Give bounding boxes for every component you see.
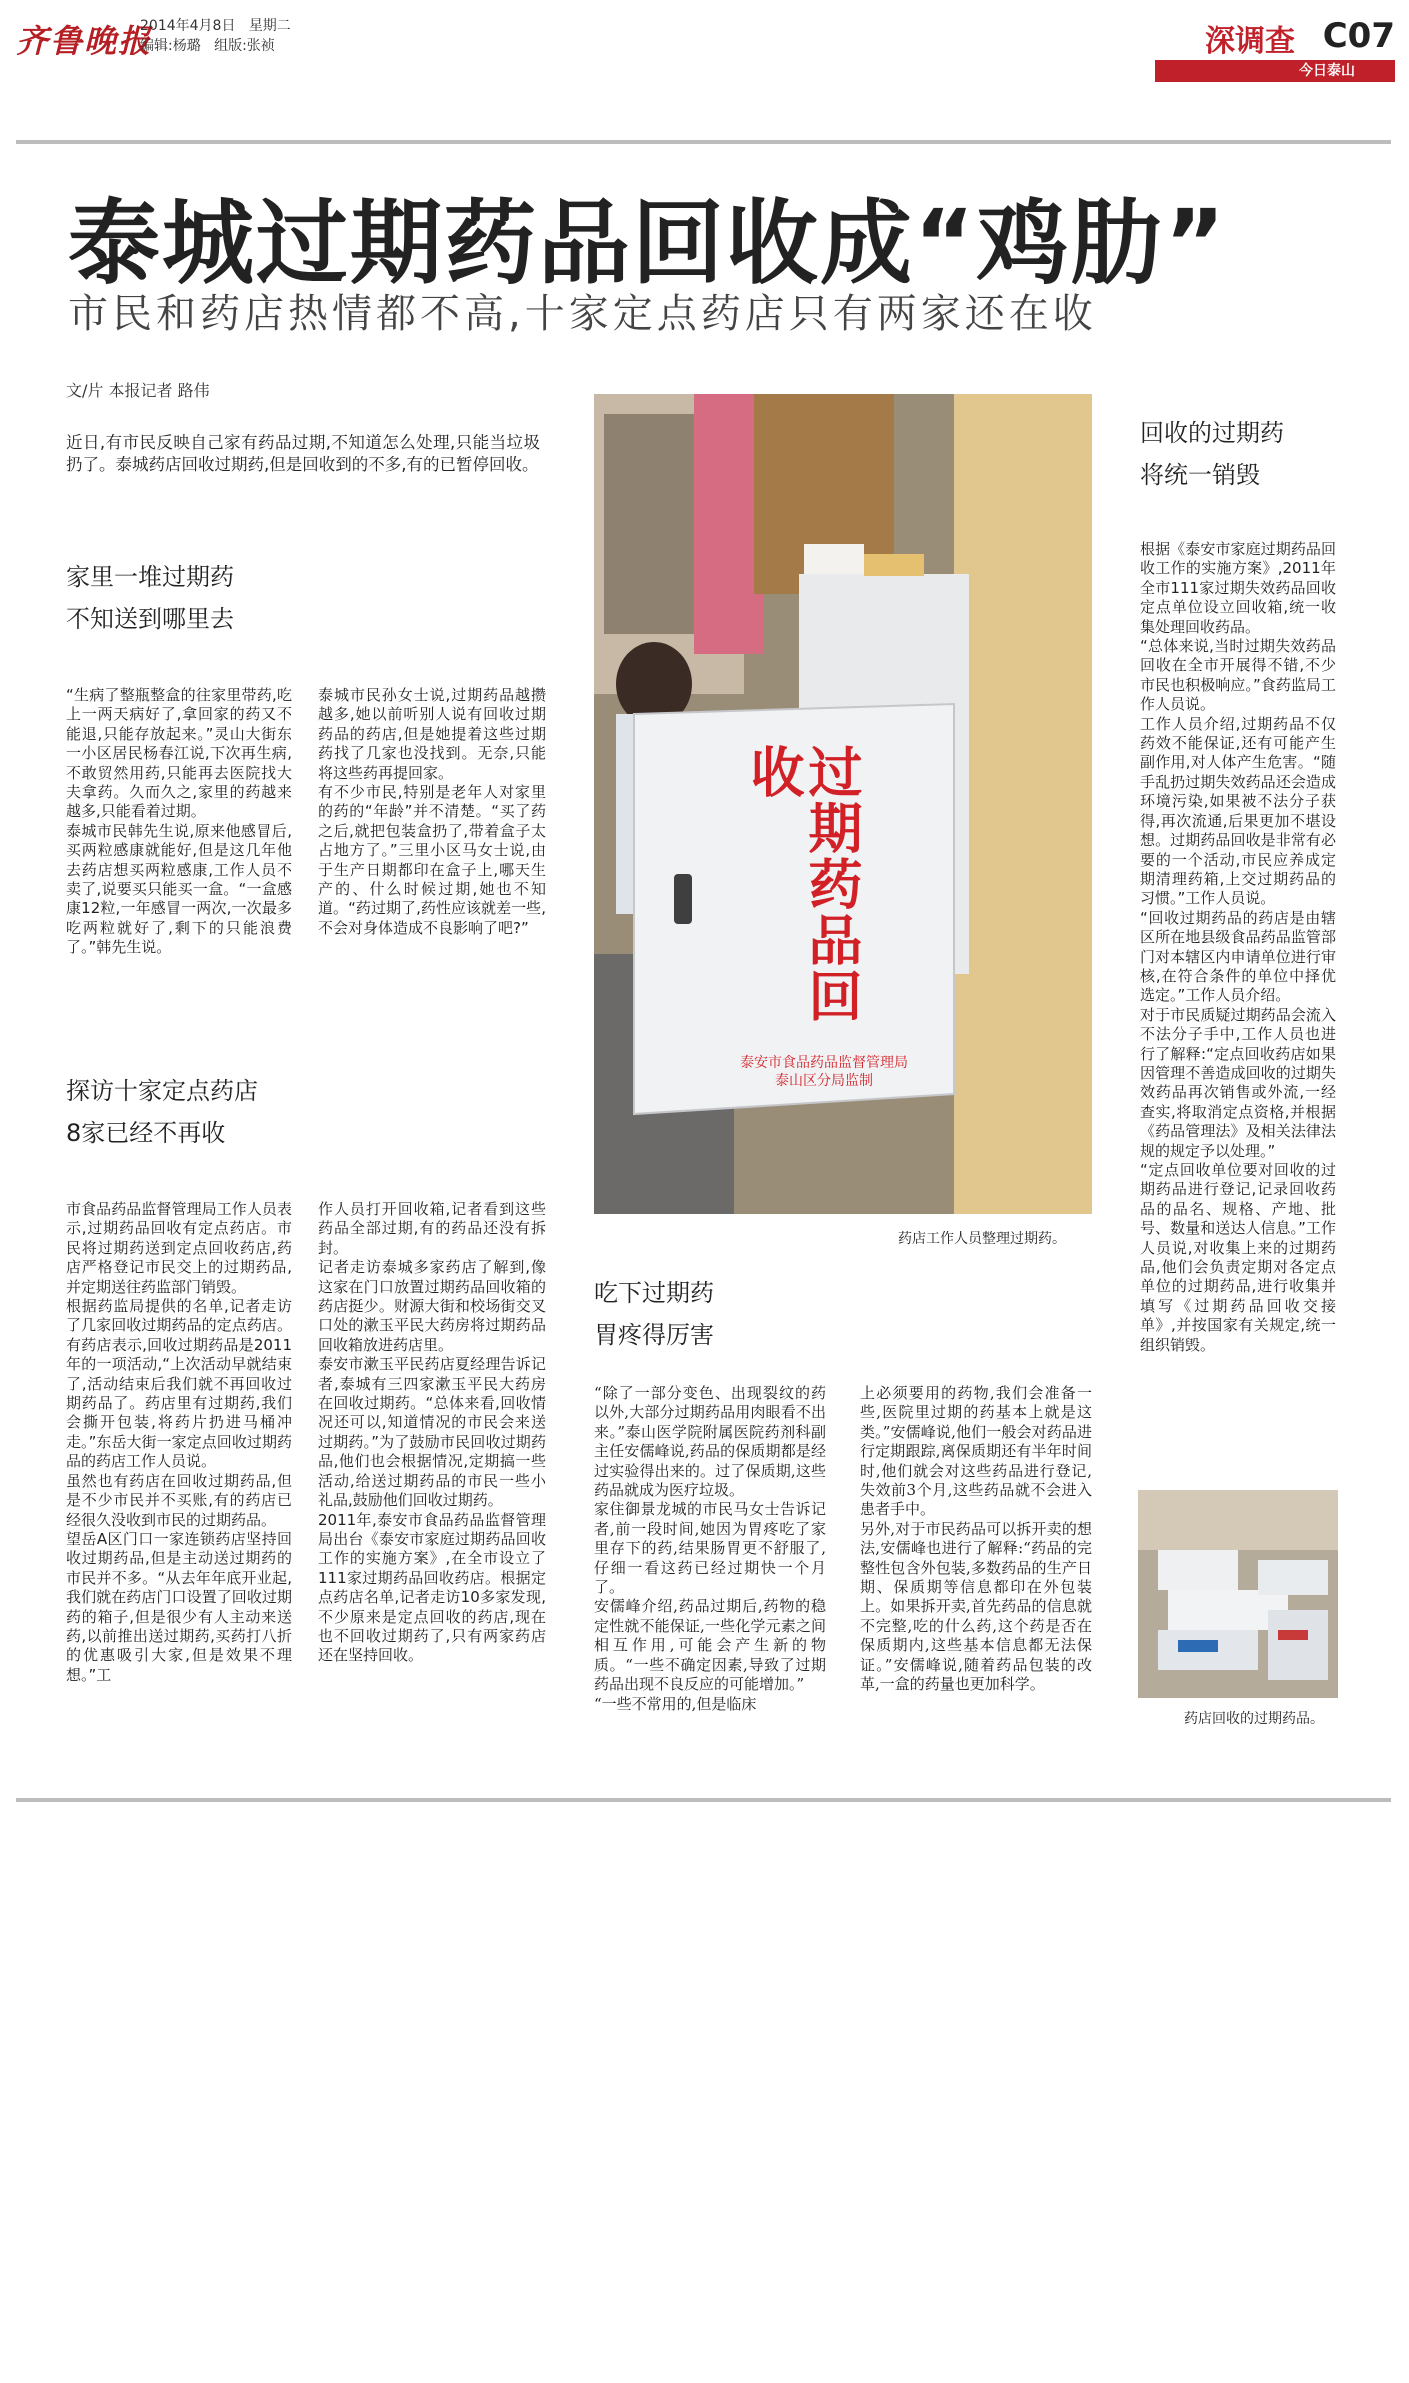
issue-weekday: 星期二 <box>248 18 291 34</box>
subhead-expired-drugs: 家里一堆过期药 不知送到哪里去 <box>66 563 234 633</box>
editor-credit: 编辑:杨璐 <box>140 38 201 54</box>
column-1b: 市食品药品监督管理局工作人员表示,过期药品回收有定点药店。市民将过期药送到定点回收药店,药店严格登记市民交上的过期药品,并定期送往药监部门销毁。 根据药监局提供的名单,记者走访了几家回收过期药品的定点药店。有药店表示,回收过期药品是2011年的一项活动,“上次活动早就结束了,活动结束后我们就不再回收过期药品了。药店里有过期药,我们会撕开包装,将药片扔进马桶冲走。”东岳大街一家定点回收过期药品的药店工作人员说。 虽然也有药店在回收过期药品,但是不少市民并不买账,有的药店已经很久没收到市民的过期药品。 望岳A区门口一家连锁药店坚持回收过期药品,但是主动送过期药的市民并不多。“从去年年底开业起,我们就在药店门口设置了回收过期药的箱子,但是很少有人主动来送药,以前推出送过期药,买药打八折的优惠吸引大家,但是效果不理想。”工 <box>66 1200 292 1684</box>
column-2b: 作人员打开回收箱,记者看到这些药品全部过期,有的药品还没有拆封。 记者走访泰城多家药店了解到,像这家在门口放置过期药品回收箱的药店挺少。财源大街和校场街交叉口处的漱玉平民大药房将过期药品回收箱放进药店里。 泰安市漱玉平民药店夏经理告诉记者,泰城有三四家漱玉平民大药房在回收过期药。“总体来看,回收情况还可以,知道情况的市民会来送过期药。”为了鼓励市民回收过期药品,他们也会根据情况,定期搞一些活动,给送过期药品的市民一些小礼品,鼓励他们回收过期药。 2011年,泰安市食品药品监督管理局出台《泰安市家庭过期药品回收工作的实施方案》,在全市设立了111家过期药品回收药店。根据定点药店名单,记者走访10多家发现,不少原来是定点回收的药店,现在也不回收过期药了,只有两家药店还在坚持回收。 <box>318 1200 546 1665</box>
layout-credit: 组版:张祯 <box>214 38 275 54</box>
subheadline: 市民和药店热情都不高,十家定点药店只有两家还在收 <box>68 291 1097 337</box>
column-2a: 泰城市民孙女士说,过期药品越攒越多,她以前听别人说有回收过期药品的药店,但是她提着这些过期药找了几家也没找到。无奈,只能将这些药再提回家。 有不少市民,特别是老年人对家里的药的“年龄”并不清楚。“买了药之后,就把包装盒扔了,带着盒子太占地方了。”三里小区马女士说,由于生产日期都印在盒子上,哪天生产的、什么时候过期,她也不知道。“药过期了,药性应该就差一些,不会对身体造成不良影响了吧?” <box>318 686 546 937</box>
subhead-destroy: 回收的过期药 将统一销毁 <box>1140 419 1284 489</box>
collection-box-agency-name: 泰安市食品药品监督管理局 <box>740 1055 908 1071</box>
issue-date: 2014年4月8日 <box>140 18 236 34</box>
photo2-caption: 药店回收的过期药品。 <box>1184 1711 1324 1727</box>
collection-box-branch: 泰山区分局监制 <box>775 1073 873 1089</box>
section-subtitle: 今日泰山 <box>1155 60 1395 82</box>
collection-box-sign: 过期药品回收 <box>742 744 863 1024</box>
top-divider <box>16 140 1391 144</box>
issue-meta <box>140 16 291 56</box>
byline: 文/片 本报记者 路伟 <box>66 381 210 400</box>
page-number: C07 <box>1322 16 1395 56</box>
column-5: 根据《泰安市家庭过期药品回收工作的实施方案》,2011年全市111家过期失效药品回收定点单位设立回收箱,统一收集处理回收药品。 “总体来说,当时过期失效药品回收在全市开展得不错,不少市民也积极响应。”食药监局工作人员说。 工作人员介绍,过期药品不仅药效不能保证,还有可能产生副作用,对人体产生危害。“随手乱扔过期失效药品还会造成环境污染,如果被不法分子获得,再次流通,后果更加不堪设想。过期药品回收是非常有必要的一个活动,市民应养成定期清理药箱,上交过期药品的习惯。”工作人员说。 “回收过期药品的药店是由辖区所在地县级食品药品监管部门对本辖区内申请单位进行审核,在符合条件的单位中择优选定。”工作人员介绍。 对于市民质疑过期药品会流入不法分子手中,工作人员也进行了解释:“定点回收药店如果因管理不善造成回收的过期失效药品再次销售或外流,一经查实,将取消定点资格,并根据《药品管理法》及相关法律法规的规定予以处理。” “定点回收单位要对回收的过期药品进行登记,记录回收药品的品名、规格、产地、批号、数量和送达人信息。”工作人员说,对收集上来的过期药品,他们会负责定期对各定点单位的过期药品,进行收集并填写《过期药品回收交接单》,并按国家有关规定,统一组织销毁。 <box>1140 540 1336 1354</box>
photo-collection-box <box>594 394 1092 1214</box>
section-name: 深调查 <box>1205 24 1295 59</box>
photo1-caption: 药店工作人员整理过期药。 <box>898 1231 1066 1247</box>
subhead-ten-pharmacies: 探访十家定点药店 8家已经不再收 <box>66 1077 258 1147</box>
section-header <box>1205 16 1395 58</box>
newspaper-masthead: 齐鲁晚报 <box>16 22 153 60</box>
column-4: 上必须要用的药物,我们会准备一些,医院里过期的药基本上就是这类。”安儒峰说,他们一般会对药品进行定期跟踪,离保质期还有半年时间时,他们就会对这些药品进行登记,失效前3个月,这些药品就不会进入患者手中。 另外,对于市民药品可以拆开卖的想法,安儒峰也进行了解释:“药品的完整性包含外包装,多数药品的生产日期、保质期等信息都印在外包装上。如果拆开卖,首先药品的信息就不完整,吃的什么药,这个药是否在保质期内,这些基本信息都无法保证。”安儒峰说,随着药品包装的改革,一盒的药量也更加科学。 <box>860 1384 1092 1694</box>
collection-box-agency <box>704 1054 944 1090</box>
column-1a: “生病了整瓶整盒的往家里带药,吃上一两天病好了,拿回家的药又不能退,只能存放起来。”灵山大街东一小区居民杨春江说,下次再生病,不敢贸然用药,只能再去医院找大夫拿药。久而久之,家里的药越来越多,只能看着过期。 泰城市民韩先生说,原来他感冒后,买两粒感康就能好,但是这几年他去药店想买两粒感康,工作人员不卖了,说要买只能买一盒。“一盒感康12粒,一年感冒一两次,一次最多吃两粒就好了,剩下的只能浪费了。”韩先生说。 <box>66 686 292 957</box>
subhead-stomach-pain: 吃下过期药 胃疼得厉害 <box>594 1279 714 1349</box>
column-3: “除了一部分变色、出现裂纹的药以外,大部分过期药品用肉眼看不出来。”泰山医学院附属医院药剂科副主任安儒峰说,药品的保质期都是经过实验得出来的。过了保质期,这些药品就成为医疗垃圾。 家住御景龙城的市民马女士告诉记者,前一段时间,她因为胃疼吃了家里存下的药,结果肠胃更不舒服了,仔细一看这药已经过期快一个月了。 安儒峰介绍,药品过期后,药物的稳定性就不能保证,一些化学元素之间相互作用,可能会产生新的物质。“一些不确定因素,导致了过期药品出现不良反应的可能增加。” “一些不常用的,但是临床 <box>594 1384 826 1713</box>
photo-expired-drugs-image <box>1138 1490 1338 1698</box>
photo-expired-drugs <box>1138 1490 1338 1698</box>
headline: 泰城过期药品回收成“鸡肋” <box>68 190 1227 297</box>
intro-paragraph: 近日,有市民反映自己家有药品过期,不知道怎么处理,只能当垃圾扔了。泰城药店回收过期药,但是回收到的不多,有的已暂停回收。 <box>66 433 540 474</box>
bottom-divider <box>16 1798 1391 1802</box>
